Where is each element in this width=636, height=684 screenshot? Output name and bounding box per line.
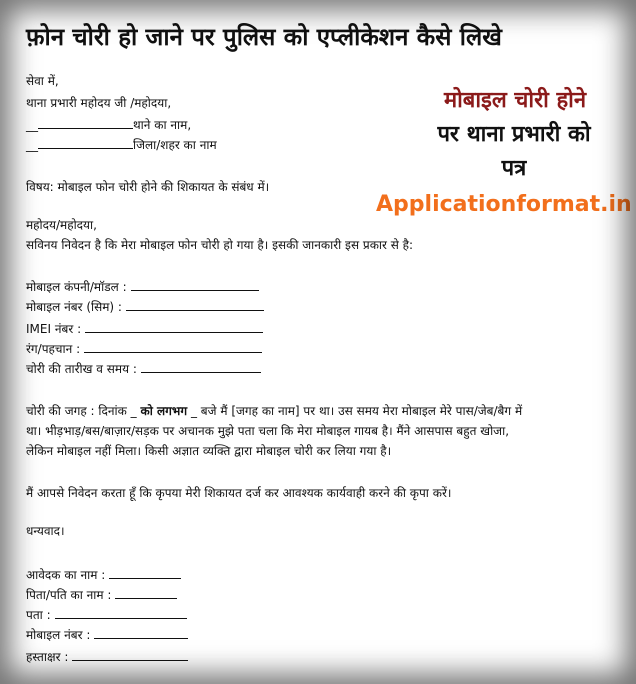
field-label: मोबाइल कंपनी/मॉडल :: [26, 280, 127, 294]
request-line: मैं आपसे निवेदन करता हूँ कि कृपया मेरी शिकायत दर्ज कर आवश्यक कार्यवाही करने की कृपा करें।: [26, 486, 452, 500]
applicant-row: [26, 648, 188, 665]
overlay-line-3: पत्र: [501, 156, 527, 181]
blank-prefix: __: [26, 138, 38, 152]
district-label: जिला/शहर का नाम: [133, 138, 217, 152]
field-row: [26, 298, 264, 315]
field-blank: [84, 342, 262, 353]
para-text: _ बजे मैं [जगह का नाम] पर था। उस समय मेरा मोबाइल मेरे पास/जेब/बैग में: [190, 404, 523, 418]
field-label: मोबाइल नंबर (सिम) :: [26, 300, 122, 314]
field-row: [26, 278, 259, 295]
intro-text: सविनय निवेदन है कि मेरा मोबाइल फोन चोरी हो गया है। इसकी जानकारी इस प्रकार से है:: [26, 238, 414, 252]
applicant-row: [26, 586, 177, 603]
applicant-label: पता :: [26, 608, 51, 622]
address-line-4: [26, 136, 217, 153]
incident-para-line-1: [26, 402, 522, 419]
address-line-3: [26, 116, 191, 133]
field-row: [26, 340, 262, 357]
overlay-line-2: पर थाना प्रभारी को: [437, 122, 591, 147]
field-label: रंग/पहचान :: [26, 342, 81, 356]
applicant-row: [26, 566, 181, 583]
field-blank: [85, 322, 263, 333]
applicant-blank: [115, 588, 177, 599]
field-blank: [141, 362, 261, 373]
salutation: महोदय/महोदया,: [26, 218, 97, 232]
district-name-blank: [38, 138, 133, 149]
field-row: [26, 360, 261, 377]
field-blank: [131, 280, 259, 291]
applicant-label: हस्ताक्षर :: [26, 650, 69, 664]
applicant-blank: [55, 608, 187, 619]
applicant-row: [26, 626, 188, 643]
field-label: चोरी की तारीख व समय :: [26, 362, 137, 376]
thanks-line: धन्यवाद।: [26, 524, 65, 538]
station-name-blank: [38, 118, 133, 129]
incident-para-line-3: लेकिन मोबाइल नहीं मिला। किसी अज्ञात व्यक्ति द्वारा मोबाइल चोरी कर लिया गया है।: [26, 444, 392, 458]
incident-para-line-2: था। भीड़भाड़/बस/बाज़ार/सड़क पर अचानक मुझे पता चला कि मेरा मोबाइल गायब है। मैंने आसपास बहुत खोजा,: [26, 424, 510, 438]
blank-prefix: __: [26, 118, 38, 132]
address-line-2: थाना प्रभारी महोदय जी /महोदया,: [26, 96, 172, 110]
applicant-label: मोबाइल नंबर :: [26, 628, 91, 642]
site-watermark: Applicationformat.in: [376, 192, 632, 217]
overlay-line-1: मोबाइल चोरी होने: [443, 88, 587, 113]
applicant-blank: [94, 628, 188, 639]
para-text: चोरी की जगह : दिनांक _: [26, 404, 137, 418]
field-label: IMEI नंबर :: [26, 322, 82, 336]
station-label: थाने का नाम,: [133, 118, 192, 132]
field-row: [26, 320, 263, 337]
applicant-label: आवेदक का नाम :: [26, 568, 106, 582]
applicant-label: पिता/पति का नाम :: [26, 588, 112, 602]
field-blank: [126, 300, 264, 311]
address-line-1: सेवा में,: [26, 74, 59, 88]
para-bold: को लगभग: [140, 404, 188, 418]
applicant-blank: [72, 650, 188, 661]
subject-line: विषय: मोबाइल फोन चोरी होने की शिकायत के संबंध में।: [26, 180, 270, 194]
applicant-blank: [109, 568, 181, 579]
page-title: फ़ोन चोरी हो जाने पर पुलिस को एप्लीकेशन कैसे लिखे: [26, 23, 502, 51]
applicant-row: [26, 606, 187, 623]
